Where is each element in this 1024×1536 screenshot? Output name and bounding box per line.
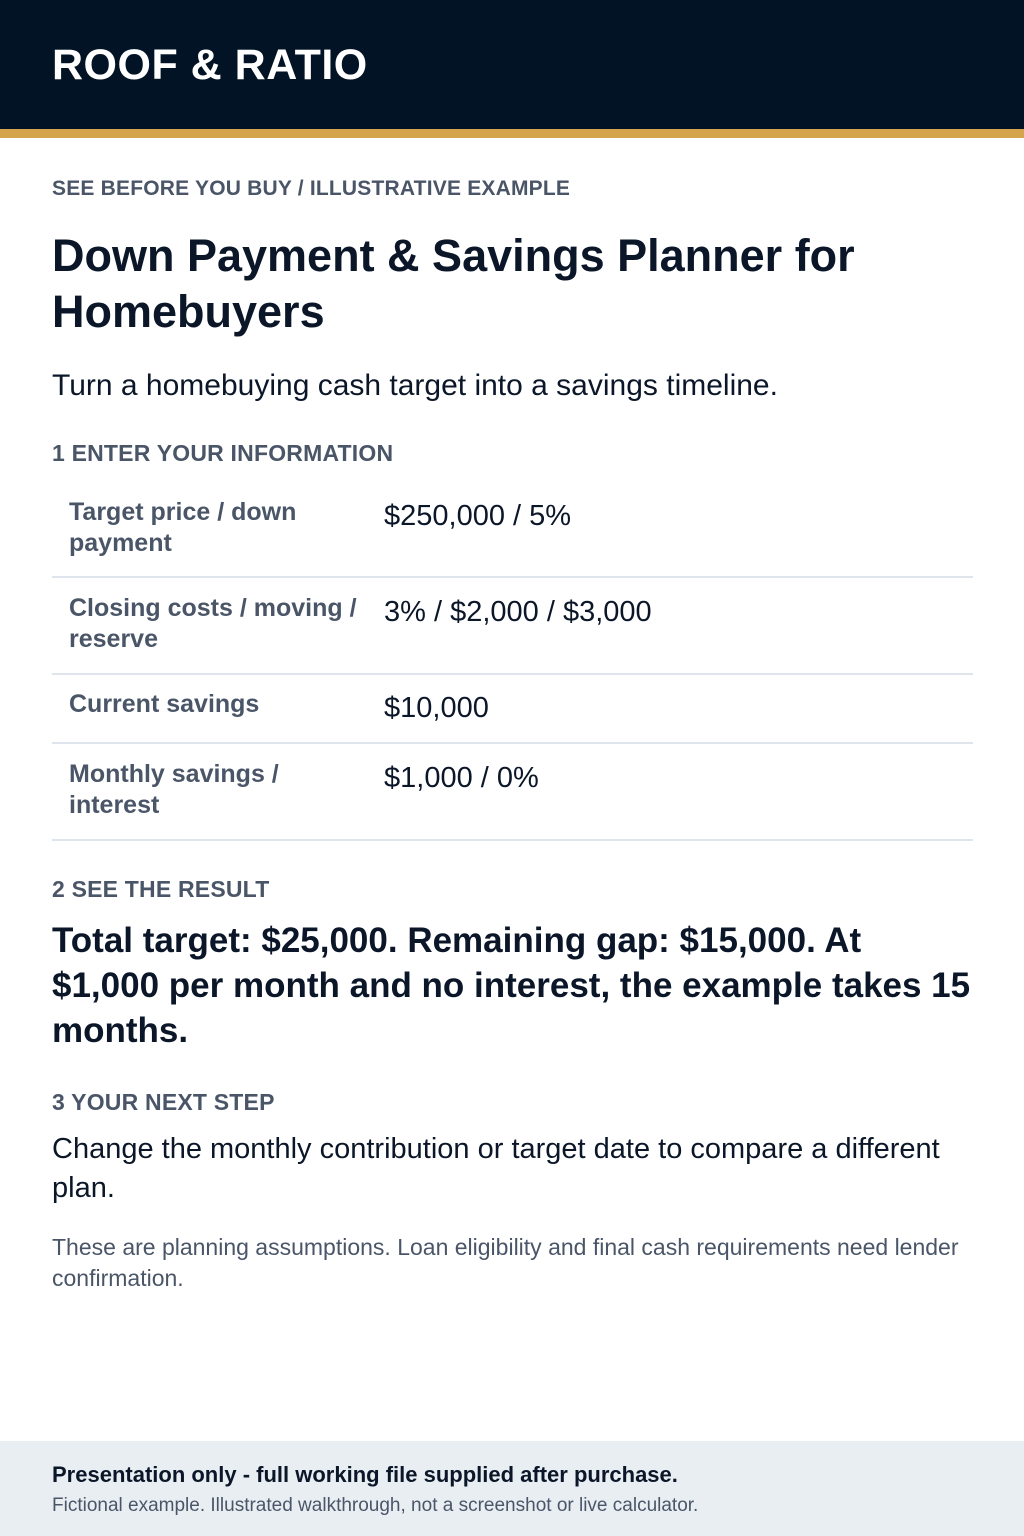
footer-bar xyxy=(0,1441,1024,1536)
information-table xyxy=(52,481,973,841)
info-value: 3% / $2,000 / $3,000 xyxy=(384,596,652,628)
page-title: Down Payment & Savings Planner for Homebuyers xyxy=(52,230,855,337)
info-row-closing-costs xyxy=(52,578,973,675)
disclaimer-text: These are planning assumptions. Loan eligibility and final cash requirements need lender confirmation. xyxy=(52,1234,959,1291)
info-label: Monthly savings / interest xyxy=(69,760,279,819)
info-label: Current savings xyxy=(69,690,260,718)
brand-logo-text: ROOF & RATIO xyxy=(52,41,368,89)
eyebrow-label: SEE BEFORE YOU BUY / ILLUSTRATIVE EXAMPLE xyxy=(52,177,571,200)
step-1-heading: 1 ENTER YOUR INFORMATION xyxy=(52,440,394,466)
info-row-monthly-savings xyxy=(52,744,973,841)
top-header-bar xyxy=(0,0,1024,129)
next-step-text: Change the monthly contribution or target date to compare a different plan. xyxy=(52,1133,940,1204)
step-3-heading: 3 YOUR NEXT STEP xyxy=(52,1089,275,1115)
info-value: $250,000 / 5% xyxy=(384,500,572,532)
info-row-target-price xyxy=(52,481,973,578)
footer-note: Fictional example. Illustrated walkthrough, not a screenshot or live calculator. xyxy=(52,1495,699,1516)
info-value: $10,000 xyxy=(384,692,489,724)
result-summary: Total target: $25,000. Remaining gap: $15,000. At $1,000 per month and no interest, the example takes 15 months. xyxy=(52,921,971,1050)
info-value: $1,000 / 0% xyxy=(384,762,539,794)
gold-accent-divider xyxy=(0,129,1024,138)
info-label: Target price / down payment xyxy=(69,498,297,557)
step-2-heading: 2 SEE THE RESULT xyxy=(52,876,270,902)
page-subtitle: Turn a homebuying cash target into a savings timeline. xyxy=(52,369,778,402)
info-row-current-savings xyxy=(52,675,973,744)
footer-title: Presentation only - full working file supplied after purchase. xyxy=(52,1462,678,1487)
info-label: Closing costs / moving / reserve xyxy=(69,594,357,653)
